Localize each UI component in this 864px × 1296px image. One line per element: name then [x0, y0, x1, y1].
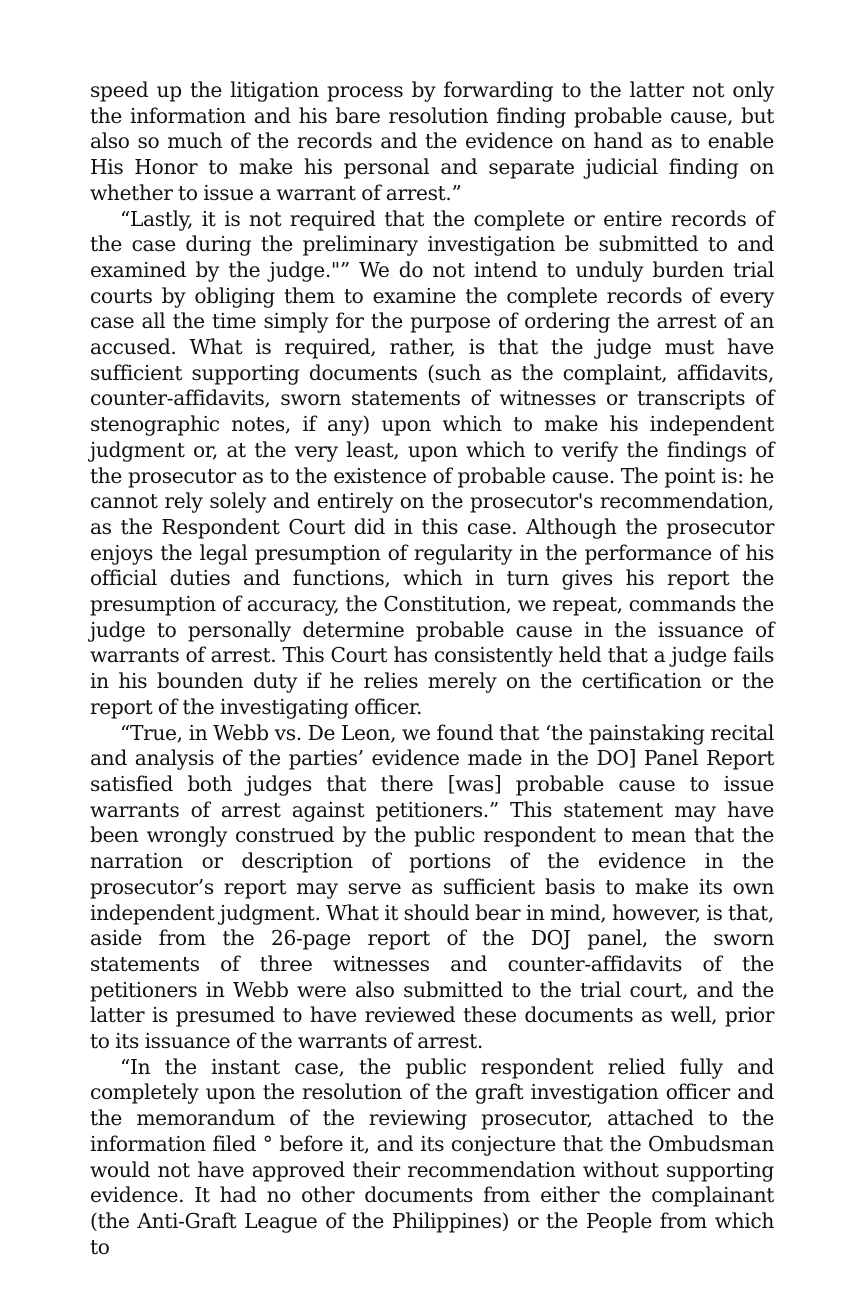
paragraph-webb-vs-de-leon: “True, in Webb vs. De Leon, we found that ‘the painstaking recital and analysis of the parties’ evidence made in the DO] Panel Report satisfied both judges that there [was] probable cause to issue warrants of arrest against petitioners.” This statement may have been wrongly construed by the public respondent to mean that the narration or description of portions of the evidence in the prosecutor’s report may serve as sufficient basis to make its own independent judgment. What it should bear in mind, however, is that, aside from the 26-page report of the DOJ panel, the sworn statements of three witnesses and counter-affidavits of the petitioners in Webb were also submitted to the trial court, and the latter is presumed to have reviewed these documents as well, prior to its issuance of the warrants of arrest.: [90, 720, 774, 1054]
document-page: [90, 78, 774, 1260]
paragraph-records-requirement: “Lastly, it is not required that the complete or entire records of the case during the preliminary investigation be submitted to and examined by the judge."” We do not intend to unduly burden trial courts by obliging them to examine the complete records of every case all the time simply for the purpose of ordering the arrest of an accused. What is required, rather, is that the judge must have sufficient supporting documents (such as the complaint, affidavits, counter-affidavits, sworn statements of witnesses or transcripts of stenographic notes, if any) upon which to make his independent judgment or, at the very least, upon which to verify the findings of the prosecutor as to the existence of probable cause. The point is: he cannot rely solely and entirely on the prosecutor's recommendation, as the Respondent Court did in this case. Although the prosecutor enjoys the legal presumption of regularity in the performance of his official duties and functions, which in turn gives his report the presumption of accuracy, the Constitution, we repeat, commands the judge to personally determine probable cause in the issuance of warrants of arrest. This Court has consistently held that a judge fails in his bounden duty if he relies merely on the certification or the report of the investigating officer.: [90, 206, 774, 719]
paragraph-instant-case: “In the instant case, the public respondent relied fully and completely upon the resolution of the graft investigation officer and the memorandum of the reviewing prosecutor, attached to the information filed ° before it, and its conjecture that the Ombudsman would not have approved their recommendation without supporting evidence. It had no other documents from either the complainant (the Anti-Graft League of the Philippines) or the People from which to: [90, 1054, 774, 1259]
paragraph-continuation: speed up the litigation process by forwarding to the latter not only the information and his bare resolution finding probable cause, but also so much of the records and the evidence on hand as to enable His Honor to make his personal and separate judicial finding on whether to issue a warrant of arrest.”: [90, 78, 774, 205]
